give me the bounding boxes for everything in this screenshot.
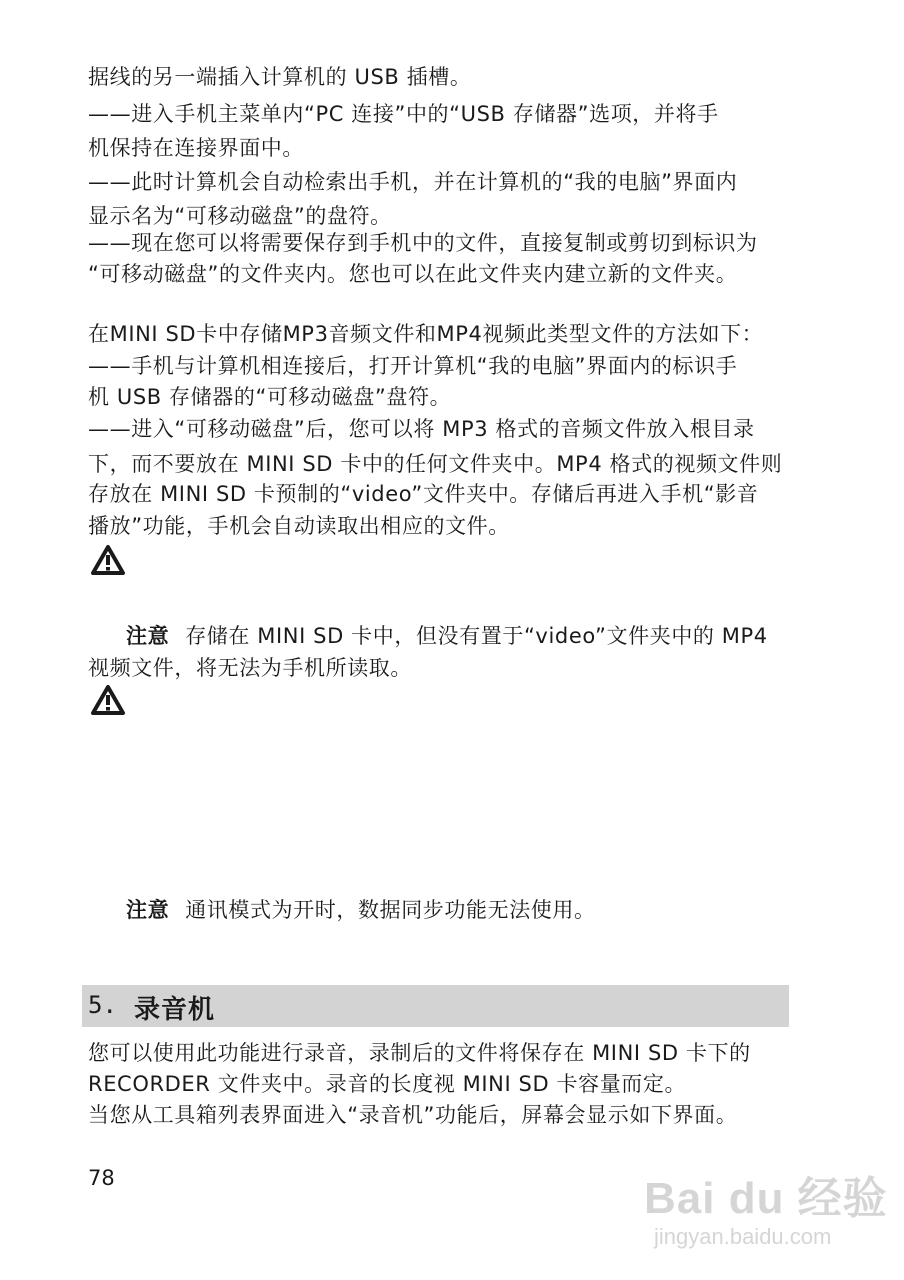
note-text: 通讯模式为开时，数据同步功能无法使用。 [185,898,596,922]
paragraph-line: 机 USB 存储器的“可移动磁盘”盘符。 [88,385,452,409]
paragraph-line: ——此时计算机会自动检索出手机，并在计算机的“我的电脑”界面内 [88,170,738,194]
section-header [82,985,789,1027]
paragraph-line: “可移动磁盘”的文件夹内。您也可以在此文件夹内建立新的文件夹。 [88,262,738,286]
warning-triangle-icon [90,544,126,576]
paragraph-line: 播放”功能，手机会自动读取出相应的文件。 [88,514,510,538]
note-text: 存储在 MINI SD 卡中，但没有置于“video”文件夹中的 MP4 [185,624,768,648]
paragraph-line: 当您从工具箱列表界面进入“录音机”功能后，屏幕会显示如下界面。 [88,1103,738,1127]
section-title: 录音机 [134,995,216,1025]
paragraph-line: RECORDER 文件夹中。录音的长度视 MINI SD 卡容量而定。 [88,1072,687,1096]
watermark [640,1140,900,1270]
page-number: 78 [88,1166,115,1190]
note-block [126,893,596,927]
watermark-site: jingyan.baidu.com [654,1224,832,1249]
paragraph-line: 存放在 MINI SD 卡预制的“video”文件夹中。存储后再进入手机“影音 [88,482,759,506]
paragraph-line: ——手机与计算机相连接后，打开计算机“我的电脑”界面内的标识手 [88,354,738,378]
paragraph-line: 在MINI SD卡中存储MP3音频文件和MP4视频此类型文件的方法如下： [88,322,764,346]
paragraph-line: 您可以使用此功能进行录音，录制后的文件将保存在 MINI SD 卡下的 [88,1041,751,1065]
paragraph-line: ——进入手机主菜单内“PC 连接”中的“USB 存储器”选项，并将手 [88,102,719,126]
paragraph-line: 下，而不要放在 MINI SD 卡中的任何文件夹中。MP4 格式的视频文件则 [88,452,783,476]
note-label: 注意 [126,624,170,648]
watermark-brand: Bai du 经验 [644,1174,888,1223]
note-block [126,619,768,653]
section-number: 5. [88,991,117,1019]
paragraph-line: ——进入“可移动磁盘”后，您可以将 MP3 格式的音频文件放入根目录 [88,417,755,441]
note-continuation: 视频文件，将无法为手机所读取。 [88,656,412,680]
note-label: 注意 [126,898,170,922]
paragraph-line: 据线的另一端插入计算机的 USB 插槽。 [88,65,472,89]
warning-triangle-icon [90,684,126,716]
paragraph-line: 机保持在连接界面中。 [88,136,304,160]
paragraph-line: ——现在您可以将需要保存到手机中的文件，直接复制或剪切到标识为 [88,231,758,255]
paragraph-line: 显示名为“可移动磁盘”的盘符。 [88,204,392,228]
